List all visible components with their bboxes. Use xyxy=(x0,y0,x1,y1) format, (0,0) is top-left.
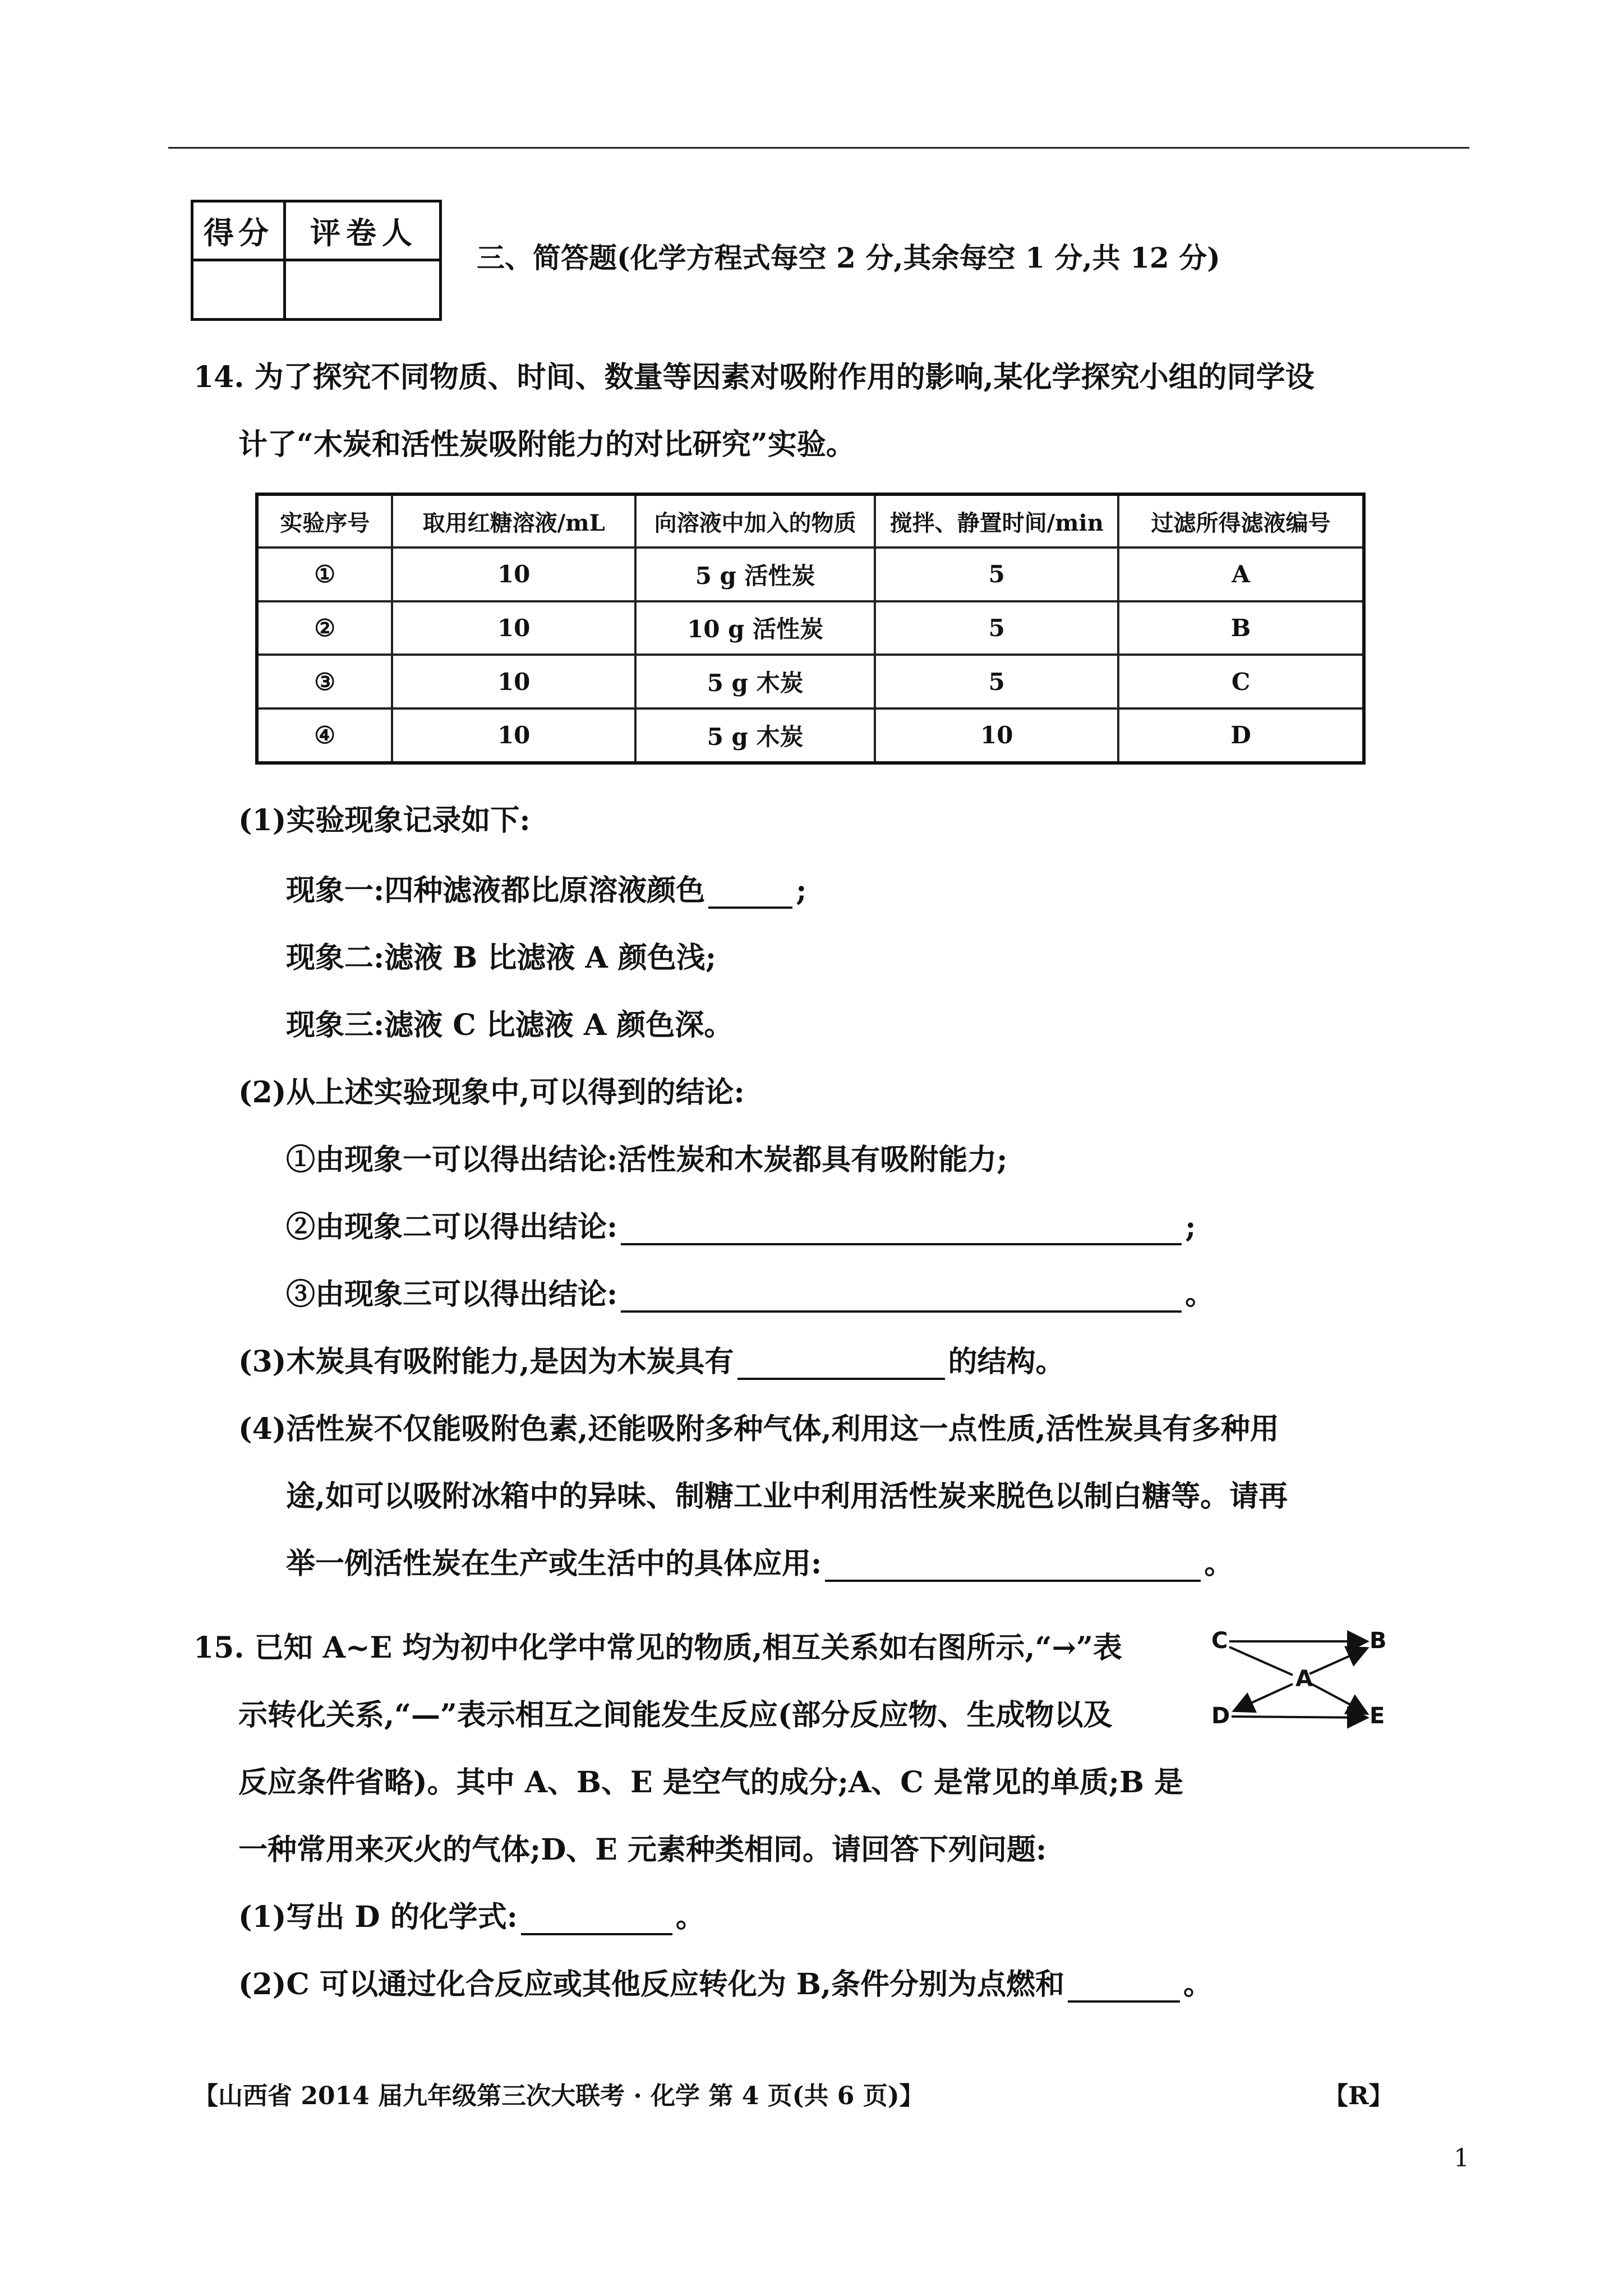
table-row xyxy=(257,655,1364,708)
table-header-row xyxy=(257,494,1364,547)
q15-line3: 反应条件省略)。其中 A、B、E 是空气的成分;A、C 是常见的单质;B 是 xyxy=(238,1765,1184,1800)
table-header-cell: 取用红糖溶液/mL xyxy=(392,494,635,547)
q14-part1-title: (1)实验现象记录如下: xyxy=(238,803,531,838)
relationship-diagram xyxy=(1211,1621,1391,1733)
table-row xyxy=(257,708,1364,763)
q14-part2-conclusion3 xyxy=(286,1271,1214,1313)
node-a: A xyxy=(1295,1666,1313,1692)
conclusion3-text: ③由现象三可以得出结论: xyxy=(286,1277,618,1312)
table-header-cell: 过滤所得滤液编号 xyxy=(1118,494,1364,547)
table-cell: ④ xyxy=(257,708,392,763)
punctuation: 。 xyxy=(1185,1277,1215,1312)
q14-part4-line2: 途,如可以吸附冰箱中的异味、制糖工业中利用活性炭来脱色以制白糖等。请再 xyxy=(286,1479,1288,1513)
table-cell: 5 xyxy=(875,655,1118,708)
q14-part2-conclusion1: ①由现象一可以得出结论:活性炭和木炭都具有吸附能力; xyxy=(286,1143,1008,1177)
answer-blank[interactable] xyxy=(621,1237,1182,1245)
table-header-cell: 向溶液中加入的物质 xyxy=(635,494,875,547)
footer-exam-info: 【山西省 2014 届九年级第三次大联考 · 化学 第 4 页(共 6 页)】 xyxy=(193,2082,924,2110)
table-cell: 10 xyxy=(392,547,635,601)
q14-part4-line3 xyxy=(286,1540,1233,1582)
table-header-cell: 实验序号 xyxy=(257,494,392,547)
punctuation: ; xyxy=(796,873,807,908)
table-cell: 10 xyxy=(392,708,635,763)
reviewer-label: 评卷人 xyxy=(310,214,418,251)
part4-text: 举一例活性炭在生产或生活中的具体应用: xyxy=(286,1547,822,1581)
answer-blank[interactable] xyxy=(737,1372,945,1380)
q15-line2: 示转化关系,“—”表示相互之间能发生反应(部分反应物、生成物以及 xyxy=(238,1698,1113,1732)
section-title: 三、简答题(化学方程式每空 2 分,其余每空 1 分,共 12 分) xyxy=(477,241,1220,274)
punctuation: 。 xyxy=(1204,1547,1234,1581)
experiment-table xyxy=(255,493,1366,765)
q15-part1 xyxy=(238,1893,705,1935)
q14-part1-phenomenon2: 现象二:滤液 B 比滤液 A 颜色浅; xyxy=(286,941,717,975)
q15-part1-text: (1)写出 D 的化学式: xyxy=(238,1900,518,1934)
q14-part4-line1: (4)活性炭不仅能吸附色素,还能吸附多种气体,利用这一点性质,活性炭具有多种用 xyxy=(238,1412,1279,1446)
table-cell: 5 g 木炭 xyxy=(635,708,875,763)
answer-blank[interactable] xyxy=(521,1927,672,1935)
q14-intro-line2: 计了“木炭和活性炭吸附能力的对比研究”实验。 xyxy=(238,427,855,462)
q15-line4: 一种常用来灭火的气体;D、E 元素种类相同。请回答下列问题: xyxy=(238,1833,1047,1867)
table-cell: 5 xyxy=(875,601,1118,655)
q14-part1-phenomenon1 xyxy=(286,867,806,909)
answer-blank[interactable] xyxy=(1068,1995,1180,2003)
part3-text-end: 的结构。 xyxy=(948,1345,1065,1379)
top-rule xyxy=(168,147,1469,149)
conclusion2-text: ②由现象二可以得出结论: xyxy=(286,1210,618,1244)
arrow-a-to-d xyxy=(1234,1684,1293,1711)
score-box-row-divider xyxy=(193,259,439,261)
arrow-a-to-e xyxy=(1310,1683,1367,1714)
q15-line1: 15. 已知 A~E 均为初中化学中常见的物质,相互关系如右图所示,“→”表 xyxy=(193,1631,1122,1665)
q15-part2-text: (2)C 可以通过化合反应或其他反应转化为 B,条件分别为点燃和 xyxy=(238,1967,1065,2001)
arrow-d-to-e xyxy=(1232,1717,1367,1718)
page-number: 1 xyxy=(1454,2144,1469,2173)
node-b: B xyxy=(1370,1628,1387,1654)
table-cell: 10 xyxy=(875,708,1118,763)
arrow-a-to-b xyxy=(1310,1648,1367,1674)
table-cell: 5 g 活性炭 xyxy=(635,547,875,601)
score-box xyxy=(191,200,442,321)
part3-text: (3)木炭具有吸附能力,是因为木炭具有 xyxy=(238,1345,734,1379)
phenomenon1-text: 现象一:四种滤液都比原溶液颜色 xyxy=(286,873,706,908)
table-cell: 10 xyxy=(392,601,635,655)
node-d: D xyxy=(1211,1703,1230,1729)
q15-part2 xyxy=(238,1961,1212,2003)
table-cell: C xyxy=(1118,655,1364,708)
answer-blank[interactable] xyxy=(708,901,792,909)
answer-blank[interactable] xyxy=(621,1305,1182,1313)
table-cell: 10 xyxy=(392,655,635,708)
punctuation: 。 xyxy=(1183,1967,1213,2001)
q14-part3 xyxy=(238,1338,1065,1380)
table-row xyxy=(257,601,1364,655)
table-cell: 5 g 木炭 xyxy=(635,655,875,708)
table-cell: B xyxy=(1118,601,1364,655)
q14-part2-title: (2)从上述实验现象中,可以得到的结论: xyxy=(238,1075,745,1110)
table-cell: D xyxy=(1118,708,1364,763)
node-e: E xyxy=(1370,1703,1385,1729)
table-cell: ③ xyxy=(257,655,392,708)
table-row xyxy=(257,547,1364,601)
table-cell: 5 xyxy=(875,547,1118,601)
table-cell: A xyxy=(1118,547,1364,601)
node-c: C xyxy=(1211,1628,1228,1654)
table-cell: 10 g 活性炭 xyxy=(635,601,875,655)
q14-part1-phenomenon3: 现象三:滤液 C 比滤液 A 颜色深。 xyxy=(286,1008,734,1042)
footer-version-tag: 【R】 xyxy=(1324,2082,1394,2110)
answer-blank[interactable] xyxy=(825,1574,1201,1582)
table-cell: ② xyxy=(257,601,392,655)
link-c-a xyxy=(1229,1647,1293,1675)
q14-part2-conclusion2 xyxy=(286,1203,1196,1245)
table-cell: ① xyxy=(257,547,392,601)
score-label: 得分 xyxy=(204,214,273,251)
q14-intro-line1: 14. 为了探究不同物质、时间、数量等因素对吸附作用的影响,某化学探究小组的同学设 xyxy=(193,360,1315,394)
punctuation: ; xyxy=(1185,1210,1196,1244)
punctuation: 。 xyxy=(675,1900,705,1934)
table-header-cell: 搅拌、静置时间/min xyxy=(875,494,1118,547)
